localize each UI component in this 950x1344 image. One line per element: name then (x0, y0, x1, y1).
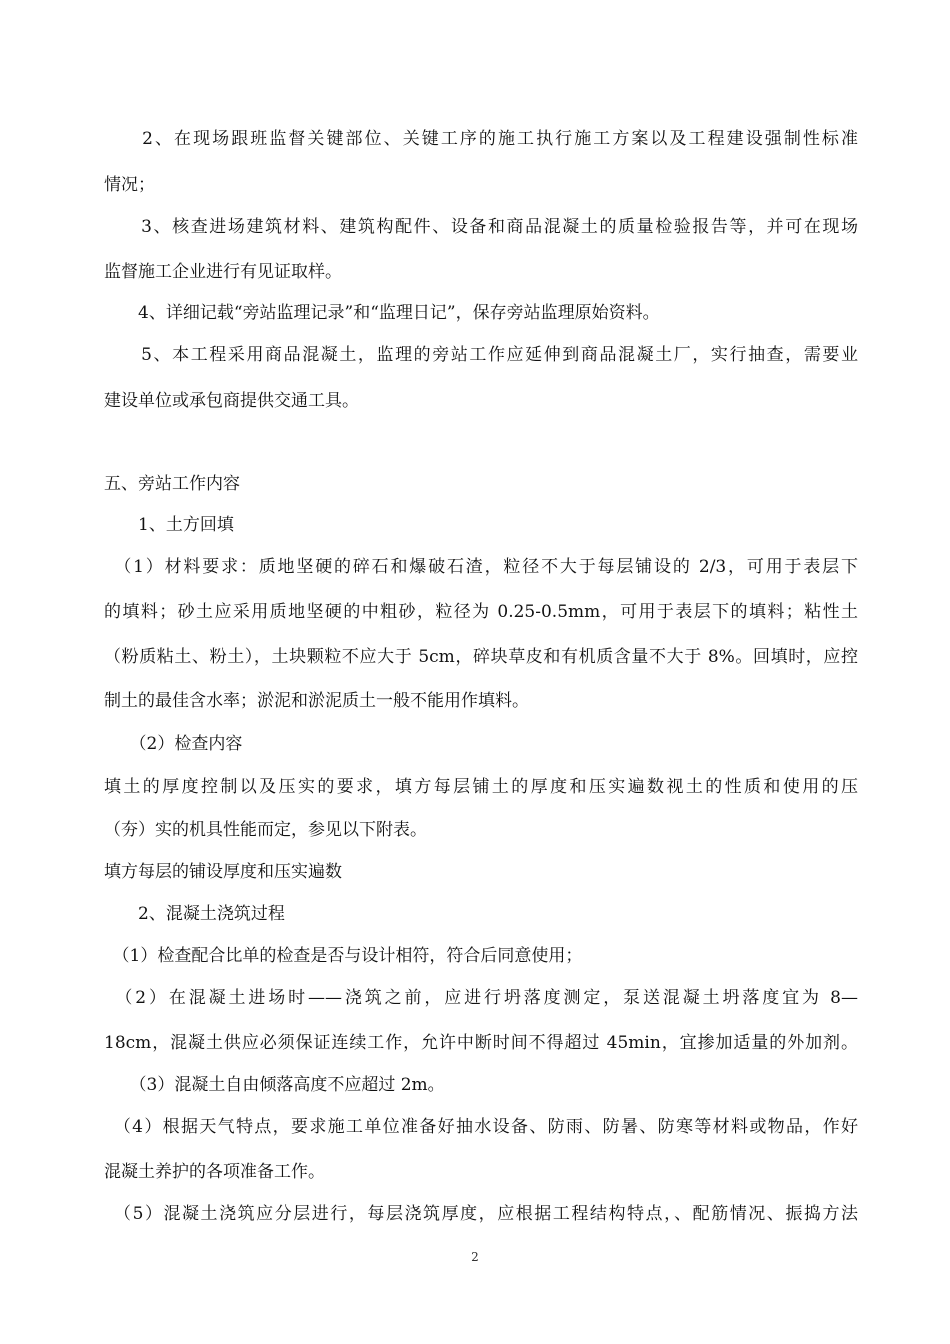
text-line: 情况； (104, 175, 155, 195)
text-line: 混凝土养护的各项准备工作。 (104, 1162, 325, 1182)
text-line: （2）检查内容 (104, 734, 243, 754)
text-line: （粉质粘土、粉土），土块颗粒不应大于 5cm，碎块草皮和有机质含量不大于 8%。回填时，应控 (104, 647, 858, 667)
page-number: 2 (471, 1250, 479, 1264)
text-line: （4）根据天气特点，要求施工单位准备好抽水设备、防雨、防暑、防寒等材料或物品，作好 (104, 1117, 858, 1137)
text-line: （2）在混凝土进场时——浇筑之前，应进行坍落度测定，泵送混凝土坍落度宜为 8— (104, 988, 858, 1008)
text-line: （1）检查配合比单的检查是否与设计相符，符合后同意使用； (104, 946, 583, 966)
text-line: 填土的厚度控制以及压实的要求，填方每层铺土的厚度和压实遍数视土的性质和使用的压 (104, 777, 858, 797)
text-line: 18cm，混凝土供应必须保证连续工作，允许中断时间不得超过 45min，宜掺加适量的外加剂。 (104, 1033, 858, 1053)
subsection-heading: 2、混凝土浇筑过程 (104, 904, 285, 924)
subsection-heading: 1、土方回填 (104, 515, 234, 535)
text-line: 5、本工程采用商品混凝土，监理的旁站工作应延伸到商品混凝土厂，实行抽查，需要业 (104, 345, 858, 365)
text-line: （夯）实的机具性能而定，参见以下附表。 (104, 820, 427, 840)
text-line: （1）材料要求：质地坚硬的碎石和爆破石渣，粒径不大于每层铺设的 2/3，可用于表层下 (104, 557, 858, 577)
text-line: （3）混凝土自由倾落高度不应超过 2m。 (104, 1075, 445, 1095)
text-line: 4、详细记载“旁站监理记录”和“监理日记”，保存旁站监理原始资料。 (104, 303, 660, 323)
text-line: 3、核查进场建筑材料、建筑构配件、设备和商品混凝土的质量检验报告等，并可在现场 (104, 217, 858, 237)
text-line: 的填料；砂土应采用质地坚硬的中粗砂，粒径为 0.25-0.5mm，可用于表层下的填料；粘性土 (104, 602, 858, 622)
text-line: 制土的最佳含水率；淤泥和淤泥质土一般不能用作填料。 (104, 691, 529, 711)
text-line: （5）混凝土浇筑应分层进行，每层浇筑厚度，应根据工程结构特点，、配筋情况、振捣方法 (104, 1204, 858, 1224)
text-line: 建设单位或承包商提供交通工具。 (104, 391, 359, 411)
text-line: 监督施工企业进行有见证取样。 (104, 262, 342, 282)
table-caption: 填方每层的铺设厚度和压实遍数 (104, 862, 342, 882)
section-heading: 五、旁站工作内容 (104, 474, 240, 494)
text-line: 2、在现场跟班监督关键部位、关键工序的施工执行施工方案以及工程建设强制性标准 (104, 129, 858, 149)
